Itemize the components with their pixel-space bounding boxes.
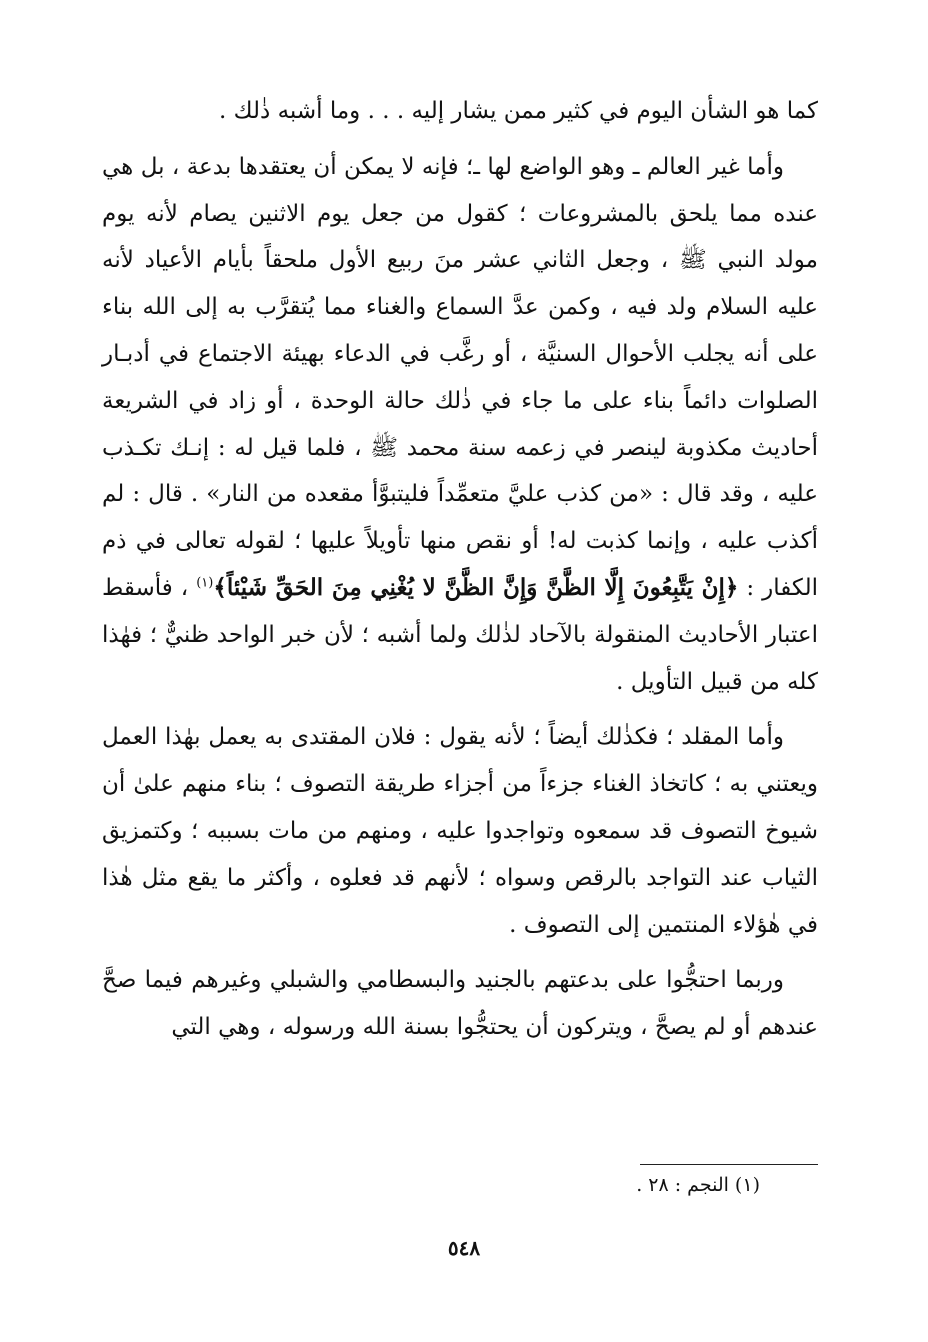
footnote-divider (640, 1164, 818, 1165)
footnote: (١) النجم : ٢٨ . (636, 1174, 760, 1196)
paragraph-2-continuation: ، فأسقط اعتبار الأحاديث المنقولة بالآحاد لذٰلك ولما أشبه ؛ لأن خبر الواحد ظنيٌّ ؛ فهٰذا كله من قبيل التأويل . (102, 574, 818, 695)
page-number: ٥٤٨ (447, 1236, 481, 1260)
paragraph-2 (102, 144, 818, 706)
footnote-reference: (١) (196, 575, 214, 591)
paragraph-1 (102, 88, 818, 135)
paragraph-3-text: وأما المقلد ؛ فكذٰلك أيضاً ؛ لأنه يقول : فلان المقتدى به يعمل بهٰذا العمل ويعتني به ؛ كاتخاذ الغناء جزءاً من أجزاء طريقة التصوف ؛ بناء منهم علىٰ أن شيوخ التصوف قد سمعوه وتواجدوا عليه ، ومنهم من مات بسببه ؛ وكتمزيق الثياب عند التواجد بالرقص وسواه ؛ لأنهم قد فعلوه ، وأكثر ما يقع مثل هٰذا في هٰؤلاء المنتمين إلى التصوف . (102, 724, 818, 938)
paragraph-1-text: كما هو الشأن اليوم في كثير ممن يشار إليه . . . وما أشبه ذٰلك . (219, 98, 818, 124)
paragraph-4 (102, 957, 818, 1051)
paragraph-3 (102, 714, 818, 948)
paragraph-4-text: وربما احتجُّوا على بدعتهم بالجنيد والبسطامي والشبلي وغيرهم فيما صحَّ عندهم أو لم يصحَّ ، ويتركون أن يحتجُّوا بسنة الله ورسوله ، وهي التي (102, 967, 818, 1041)
page-body (102, 88, 818, 1051)
paragraph-2-text: وأما غير العالم ـ وهو الواضع لها ـ؛ فإنه لا يمكن أن يعتقدها بدعة ، بل هي عنده مما يلحق بالمشروعات ؛ كقول من جعل يوم الاثنين يصام لأنه يوم مولد النبي ﷺ ، وجعل الثاني عشر منَ ربيع الأول ملحقاً بأيام الأعياد لأنه عليه السلام ولد فيه ، وكمن عدَّ السماع والغناء مما يُتقرَّب به إلى الله بناء على أنه يجلب الأحوال السنيَّة ، أو رغَّب في الدعاء بهيئة الاجتماع في أدبـار الصلوات دائماً بناء على ما جاء في ذٰلك حالة الوحدة ، أو زاد في الشريعة أحاديث مكذوبة لينصر في زعمه سنة محمد ﷺ ، فلما قيل له : إنـك تكـذب عليه ، وقد قال : «من كذب عليَّ متعمِّداً فليتبوَّأ مقعده من النار» . قال : لم أكذب عليه ، وإنما كذبت له! أو نقص منها تأويلاً عليها ؛ لقوله تعالى في ذم الكفار : (102, 153, 818, 601)
quran-verse: ﴿إِنْ يَتَّبِعُونَ إِلَّا الظَّنَّ وَإِنَّ الظَّنَّ لا يُغْنِي مِنَ الحَقِّ شَيْئاً﴾ (213, 573, 739, 601)
